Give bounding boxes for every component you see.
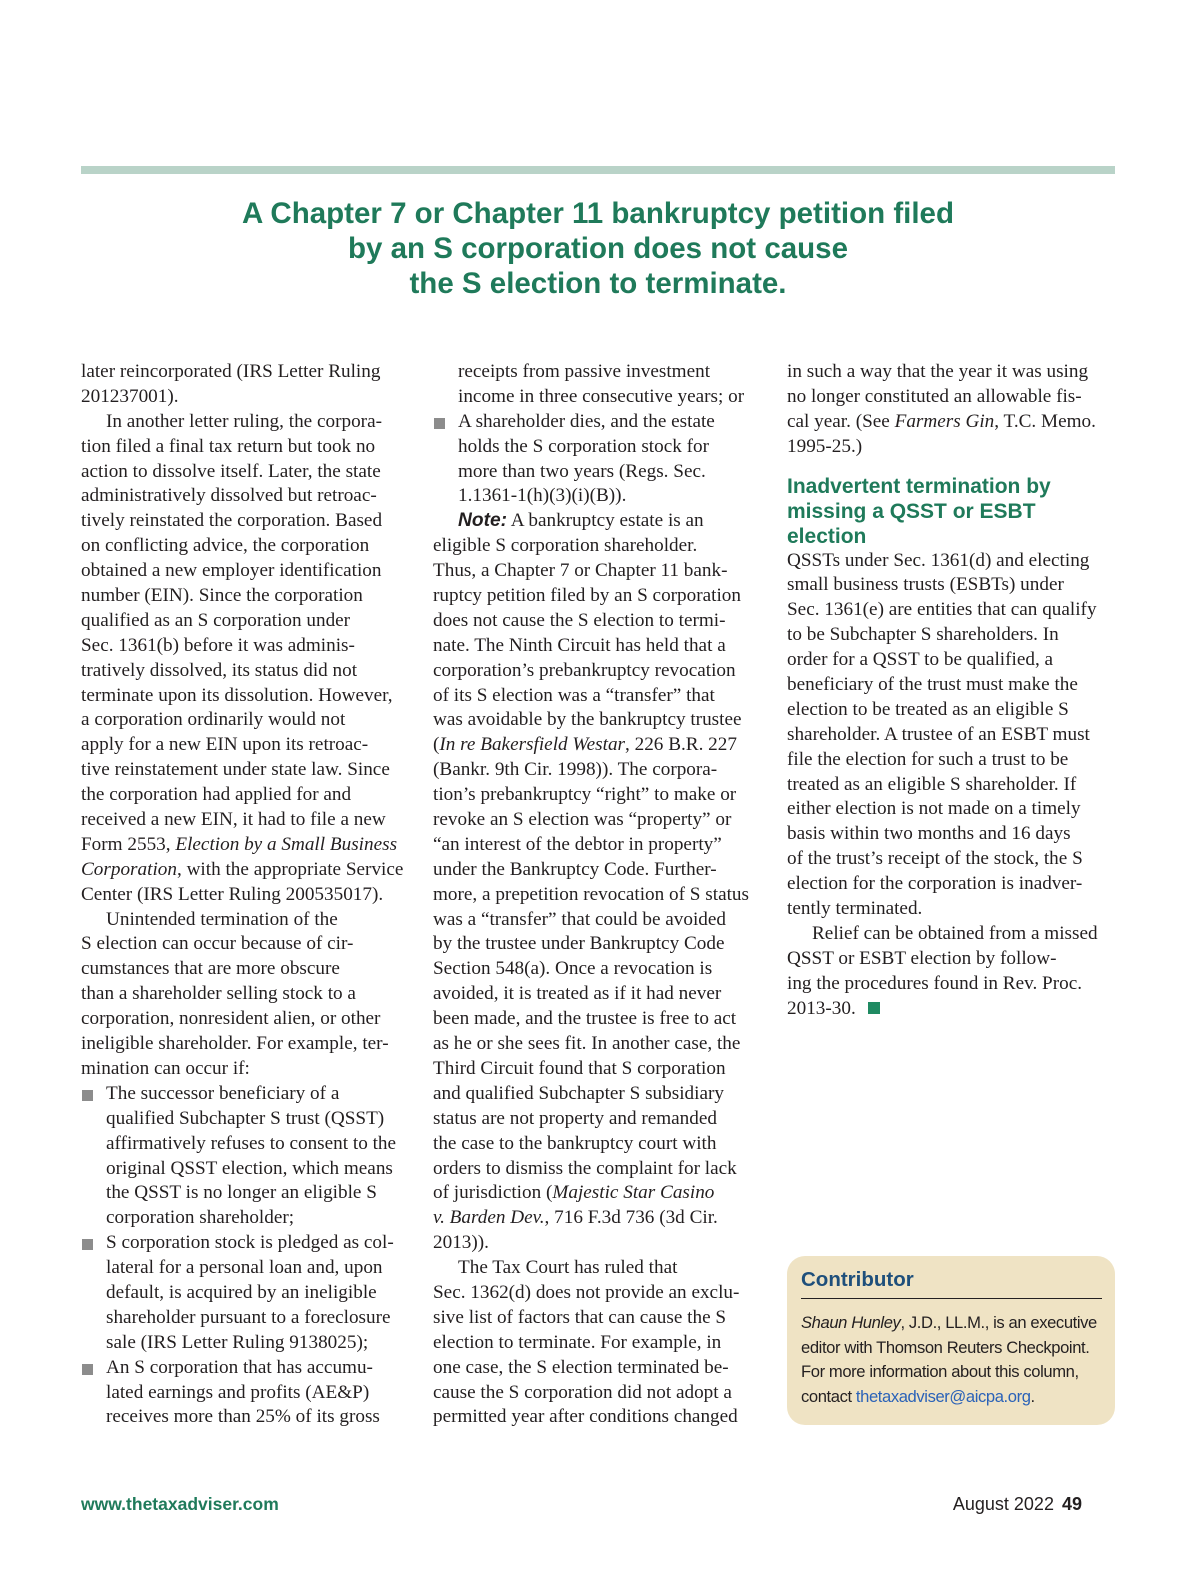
- text-line: QSSTs under Sec. 1361(d) and electing: [787, 549, 1090, 571]
- text-run: , with the appropriate Service: [176, 858, 404, 880]
- end-of-article-square-icon: [868, 1002, 880, 1014]
- text-line: Thus, a Chapter 7 or Chapter 11 bank-: [433, 560, 728, 582]
- text-line: received a new EIN, it had to file a new: [81, 809, 386, 831]
- text-line: action to dissolve itself. Later, the state: [81, 460, 381, 482]
- text-line: 1.1361-1(h)(3)(i)(B)).: [458, 485, 627, 507]
- text-line: For more information about this column,: [801, 1362, 1079, 1381]
- text-line: default, is acquired by an ineligible: [106, 1281, 377, 1303]
- text-line: tently terminated.: [787, 898, 923, 920]
- text-line: cause the S corporation did not adopt a: [433, 1381, 732, 1403]
- text-line: Third Circuit found that S corporation: [433, 1057, 726, 1079]
- text-line: orders to dismiss the complaint for lack: [433, 1157, 737, 1179]
- text-line: was a “transfer” that could be avoided: [433, 908, 727, 930]
- text-line: permitted year after conditions changed: [433, 1406, 738, 1428]
- text-line: been made, and the trustee is free to act: [433, 1008, 737, 1030]
- text-line: no longer constituted an allowable fis-: [787, 385, 1082, 407]
- text-line: does not cause the S election to termi-: [433, 609, 726, 631]
- text-line: receives more than 25% of its gross: [106, 1406, 380, 1428]
- text-line: nate. The Ninth Circuit has held that a: [433, 634, 726, 656]
- text-line: editor with Thomson Reuters Checkpoint.: [801, 1337, 1090, 1357]
- case-name: Farmers Gin: [894, 410, 995, 432]
- text-line: obtained a new employer identification: [81, 560, 382, 582]
- text-line: The Tax Court has ruled that: [458, 1257, 678, 1279]
- text-line: [433, 509, 768, 534]
- text-line: [801, 1311, 1102, 1336]
- text-line: basis within two months and 16 days: [787, 823, 1071, 845]
- bullet-line: The successor beneficiary of a: [81, 1082, 411, 1107]
- heading-line: missing a QSST or ESBT: [787, 499, 1036, 523]
- pull-quote-line: by an S corporation does not cause: [348, 232, 848, 265]
- text-line: treated as an eligible S shareholder. If: [787, 773, 1077, 795]
- text-line: of the trust’s receipt of the stock, the S: [787, 848, 1083, 870]
- text-line: more than two years (Regs. Sec.: [458, 460, 706, 482]
- text-line: 1995-25.): [787, 435, 863, 457]
- text-line: shareholder. A trustee of an ESBT must: [787, 723, 1090, 745]
- text-line: lateral for a personal loan and, upon: [106, 1257, 383, 1279]
- contributor-bio: [801, 1311, 1102, 1409]
- text-run: cal year. (See: [787, 410, 895, 432]
- case-name: In re Bakersfield Westar: [439, 734, 626, 756]
- text-line: tion’s prebankruptcy “right” to make or: [433, 784, 737, 806]
- text-line: mination can occur if:: [81, 1057, 250, 1079]
- text-line: QSST or ESBT election by follow-: [787, 947, 1057, 969]
- text-line: lated earnings and profits (AE&P): [106, 1381, 370, 1403]
- text-line: as he or she sees fit. In another case, the: [433, 1033, 741, 1055]
- text-line: apply for a new EIN upon its retroac-: [81, 734, 369, 756]
- text-line: the corporation had applied for and: [81, 784, 352, 806]
- text-line: [433, 1181, 768, 1206]
- text-line: avoided, it is treated as if it had never: [433, 983, 722, 1005]
- text-line: Sec. 1361(e) are entities that can qualify: [787, 599, 1097, 621]
- text-run: of jurisdiction (: [433, 1182, 553, 1204]
- text-line: order for a QSST to be qualified, a: [787, 649, 1054, 671]
- text-line: Relief can be obtained from a missed: [812, 922, 1098, 944]
- email-link[interactable]: thetaxadviser@aicpa.org: [855, 1386, 1031, 1406]
- text-line: of its S election was a “transfer” that: [433, 684, 715, 706]
- text-line: than a shareholder selling stock to a: [81, 983, 356, 1005]
- text-line: terminate upon its dissolution. However,: [81, 684, 393, 706]
- text-line: more, a prepetition revocation of S status: [433, 883, 749, 905]
- text-run: , J.D., LL.M., is an executive: [900, 1313, 1097, 1332]
- note-label: Note:: [458, 510, 508, 532]
- form-title: Election by a Small Business: [175, 833, 398, 855]
- text-line: S election can occur because of cir-: [81, 933, 354, 955]
- footer-website-link[interactable]: www.thetaxadviser.com: [81, 1494, 279, 1514]
- text-line: corporation’s prebankruptcy revocation: [433, 659, 736, 681]
- text-line: 201237001).: [81, 385, 179, 407]
- text-run: .: [1030, 1386, 1035, 1406]
- text-line: “an interest of the debtor in property”: [433, 833, 722, 855]
- text-line: qualified as an S corporation under: [81, 609, 351, 631]
- text-line: [433, 733, 768, 758]
- text-line: tively reinstated the corporation. Based: [81, 510, 383, 532]
- text-line: by the trustee under Bankruptcy Code: [433, 933, 725, 955]
- text-line: sive list of factors that can cause the S: [433, 1306, 727, 1328]
- text-line: election for the corporation is inadver-: [787, 873, 1083, 895]
- contributor-title: Contributor: [801, 1268, 1102, 1299]
- text-line: [81, 833, 411, 858]
- text-line: qualified Subchapter S trust (QSST): [106, 1107, 385, 1129]
- footer-date: [953, 1494, 1082, 1515]
- text-line: revoke an S election was “property” or: [433, 809, 732, 831]
- text-line: to be Subchapter S shareholders. In: [787, 624, 1059, 646]
- section-heading: [787, 474, 1117, 549]
- text-line: tive reinstatement under state law. Since: [81, 759, 390, 781]
- case-name: Majestic Star Casino: [552, 1182, 715, 1204]
- text-line: [787, 410, 1117, 435]
- text-line: beneficiary of the trust must make the: [787, 674, 1078, 696]
- text-run: , 226 B.R. 227: [625, 734, 737, 756]
- text-line: original QSST election, which means: [106, 1157, 393, 1179]
- text-run: , T.C. Memo.: [994, 410, 1096, 432]
- text-run: Form 2553,: [81, 833, 176, 855]
- pull-quote-line: the S election to terminate.: [409, 267, 787, 300]
- text-line: tratively dissolved, its status did not: [81, 659, 358, 681]
- text-line: [801, 1385, 1102, 1410]
- text-line: ing the procedures found in Rev. Proc.: [787, 972, 1083, 994]
- text-line: ruptcy petition filed by an S corporation: [433, 585, 741, 607]
- text-line: (Bankr. 9th Cir. 1998)). The corpora-: [433, 759, 718, 781]
- text-line: [433, 1206, 768, 1231]
- case-name: v. Barden Dev.: [433, 1207, 545, 1229]
- text-line: [787, 997, 1117, 1022]
- text-line: holds the S corporation stock for: [458, 435, 709, 457]
- column-1: [81, 360, 411, 1430]
- text-line: tion filed a final tax return but took no: [81, 435, 376, 457]
- text-line: small business trusts (ESBTs) under: [787, 574, 1064, 596]
- text-line: a corporation ordinarily would not: [81, 709, 346, 731]
- text-line: [81, 858, 411, 883]
- text-line: the QSST is no longer an eligible S: [106, 1182, 377, 1204]
- text-run: A bankruptcy estate is an: [507, 510, 704, 532]
- text-line: affirmatively refuses to consent to the: [106, 1132, 397, 1154]
- heading-line: Inadvertent termination by: [787, 474, 1051, 498]
- text-line: on conflicting advice, the corporation: [81, 535, 370, 557]
- text-line: in such a way that the year it was using: [787, 361, 1089, 382]
- text-run: contact: [801, 1386, 856, 1406]
- text-line: election to be treated as an eligible S: [787, 698, 1069, 720]
- text-line: Sec. 1361(b) before it was adminis-: [81, 634, 355, 656]
- text-line: eligible S corporation shareholder.: [433, 535, 698, 557]
- text-line: and qualified Subchapter S subsidiary: [433, 1082, 724, 1104]
- column-2: [433, 360, 768, 1430]
- top-rule: [81, 166, 1115, 174]
- heading-line: election: [787, 524, 867, 548]
- text-line: administratively dissolved but retroac-: [81, 485, 377, 507]
- text-line: 2013)).: [433, 1232, 489, 1254]
- text-line: sale (IRS Letter Ruling 9138025);: [106, 1331, 369, 1353]
- form-title: Corporation: [81, 858, 177, 880]
- page-number: 49: [1061, 1494, 1082, 1514]
- text-line: the case to the bankruptcy court with: [433, 1132, 717, 1154]
- text-line: number (EIN). Since the corporation: [81, 585, 363, 607]
- text-line: cumstances that are more obscure: [81, 958, 340, 980]
- contributor-box: [787, 1256, 1115, 1425]
- text-line: income in three consecutive years; or: [458, 385, 745, 407]
- contributor-name: Shaun Hunley: [801, 1313, 901, 1332]
- bullet-line: S corporation stock is pledged as col-: [81, 1231, 411, 1256]
- text-run: (: [433, 734, 440, 756]
- text-line: corporation shareholder;: [106, 1207, 295, 1229]
- pull-quote: [140, 196, 1056, 301]
- text-line: either election is not made on a timely: [787, 798, 1081, 820]
- text-line: Center (IRS Letter Ruling 200535017).: [81, 883, 384, 905]
- issue-date: August 2022: [952, 1494, 1054, 1514]
- text-run: , 716 F.3d 736 (3d Cir.: [544, 1207, 718, 1229]
- text-line: corporation, nonresident alien, or other: [81, 1008, 381, 1030]
- text-line: shareholder pursuant to a foreclosure: [106, 1306, 391, 1328]
- text-line: Unintended termination of the: [106, 908, 338, 930]
- text-line: file the election for such a trust to be: [787, 748, 1069, 770]
- pull-quote-line: A Chapter 7 or Chapter 11 bankruptcy petition filed: [242, 197, 954, 230]
- text-line: under the Bankruptcy Code. Further-: [433, 858, 717, 880]
- text-run: 2013-30.: [787, 997, 856, 1019]
- text-line: later reincorporated (IRS Letter Ruling: [81, 361, 381, 382]
- bullet-line: A shareholder dies, and the estate: [433, 410, 768, 435]
- text-line: election to terminate. For example, in: [433, 1331, 722, 1353]
- text-line: status are not property and remanded: [433, 1107, 717, 1129]
- column-3: [787, 360, 1117, 1021]
- text-line: receipts from passive investment: [458, 361, 711, 382]
- text-line: Section 548(a). Once a revocation is: [433, 958, 713, 980]
- text-line: was avoidable by the bankruptcy trustee: [433, 709, 742, 731]
- text-line: Sec. 1362(d) does not provide an exclu-: [433, 1281, 740, 1303]
- text-line: one case, the S election terminated be-: [433, 1356, 729, 1378]
- text-line: ineligible shareholder. For example, ter-: [81, 1033, 389, 1055]
- text-line: In another letter ruling, the corpora-: [106, 410, 382, 432]
- bullet-line: An S corporation that has accumu-: [81, 1356, 411, 1381]
